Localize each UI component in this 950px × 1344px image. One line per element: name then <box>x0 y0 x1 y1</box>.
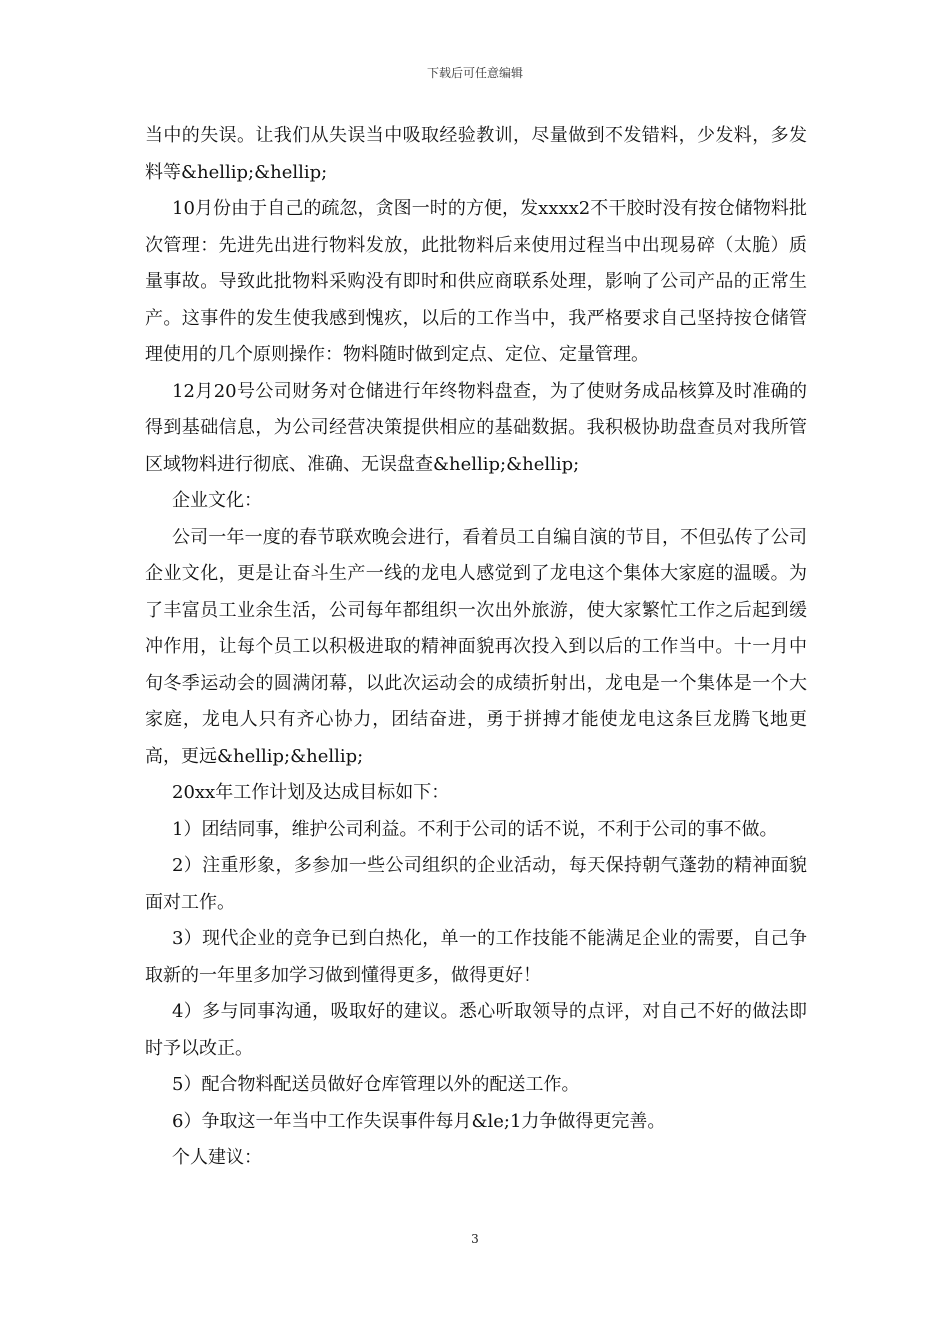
plan-item-5: 5）配合物料配送员做好仓库管理以外的配送工作。 <box>172 1074 580 1095</box>
document-body <box>145 118 807 1177</box>
plan-item-1: 1）团结同事，维护公司利益。不利于公司的话不说，不利于公司的事不做。 <box>172 818 778 840</box>
paragraph-october-incident: 10月份由于自己的疏忽，贪图一时的方便，发xxxx2不干胶时没有按仓储物料批次管理：先进先出进行物料发放，此批物料后来使用过程当中出现易碎（太脆）质量事故。导致此批物料采购没有即时和供应商联系处理，影响了公司产品的正常生产。这事件的发生使我感到愧疚，以后的工作当中，我严格要求自己坚持按仓储管理使用的几个原则操作：物料随时做到定点、定位、定量管理。 <box>145 198 807 365</box>
paragraph-year-end-inventory: 12月20号公司财务对仓储进行年终物料盘查，为了使财务成品核算及时准确的得到基础信息，为公司经营决策提供相应的基础数据。我积极协助盘查员对我所管区域物料进行彻底、准确、无误盘查&hellip;&hellip; <box>145 380 807 475</box>
section-heading-culture: 企业文化： <box>172 490 262 511</box>
plan-item-4: 4）多与同事沟通，吸取好的建议。悉心听取领导的点评，对自己不好的做法即时予以改正。 <box>145 1001 807 1059</box>
paragraph-culture: 公司一年一度的春节联欢晚会进行，看着员工自编自演的节目，不但弘传了公司企业文化，更是让奋斗生产一线的龙电人感觉到了龙电这个集体大家庭的温暖。为了丰富员工业余生活，公司每年都组织一次出外旅游，使大家繁忙工作之后起到缓冲作用，让每个员工以积极进取的精神面貌再次投入到以后的工作当中。十一月中旬冬季运动会的圆满闭幕，以此次运动会的成绩折射出，龙电是一个集体是一个大家庭，龙电人只有齐心协力，团结奋进，勇于拼搏才能使龙电这条巨龙腾飞地更高，更远&hellip;&hellip; <box>145 526 807 767</box>
page-header: 下载后可任意编辑 <box>426 66 523 80</box>
section-heading-plan: 20xx年工作计划及达成目标如下： <box>172 782 450 803</box>
page-number: 3 <box>471 1232 479 1246</box>
plan-item-3: 3）现代企业的竞争已到白热化，单一的工作技能不能满足企业的需要，自己争取新的一年里多加学习做到懂得更多，做得更好！ <box>145 928 807 986</box>
plan-item-6: 6）争取这一年当中工作失误事件每月&le;1力争做得更完善。 <box>172 1110 666 1132</box>
plan-item-2: 2）注重形象，多参加一些公司组织的企业活动，每天保持朝气蓬勃的精神面貌面对工作。 <box>145 855 807 913</box>
paragraph-continuation: 当中的失误。让我们从失误当中吸取经验教训，尽量做到不发错料，少发料，多发料等&hellip;&hellip; <box>145 125 807 183</box>
section-heading-suggestions: 个人建议： <box>172 1147 262 1168</box>
